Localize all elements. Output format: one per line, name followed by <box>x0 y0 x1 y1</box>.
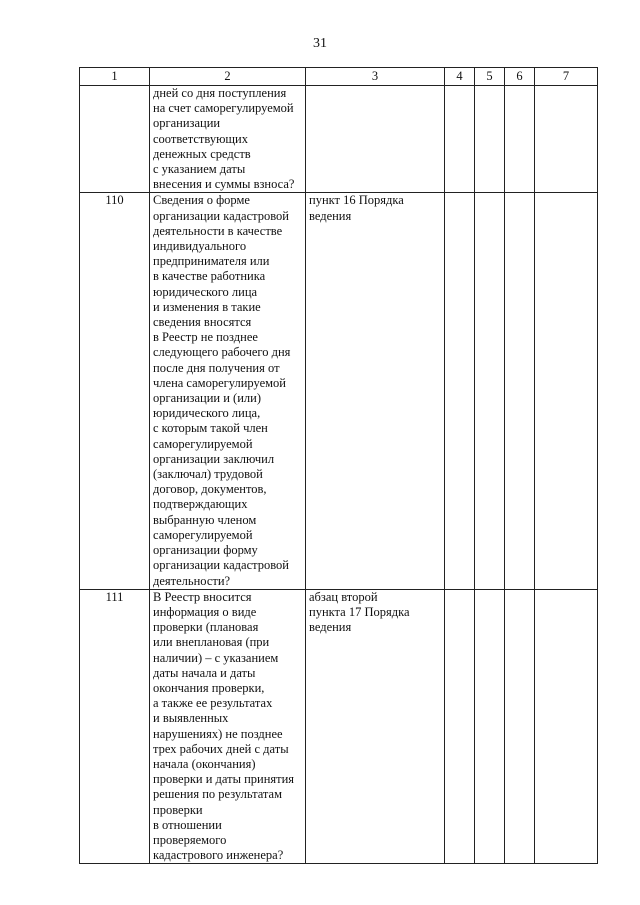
question-cell <box>150 193 306 589</box>
question-text-line: или внеплановая (при <box>153 635 270 650</box>
empty-answer-cell <box>505 589 535 864</box>
question-cell <box>150 589 306 864</box>
question-text-line: нарушениях) не позднее <box>153 726 283 741</box>
question-text-line: трех рабочих дней с даты <box>153 741 289 756</box>
question-text-line: предпринимателя или <box>153 254 270 269</box>
question-text-line: денежных средств <box>153 146 251 161</box>
empty-answer-cell <box>505 193 535 589</box>
empty-answer-cell <box>445 86 475 193</box>
question-text-line: следующего рабочего дня <box>153 345 291 360</box>
empty-answer-cell <box>535 589 598 864</box>
empty-answer-cell <box>535 193 598 589</box>
column-header: 2 <box>150 68 306 86</box>
question-text-line: окончания проверки, <box>153 680 265 695</box>
question-text-line: В Реестр вносится <box>153 589 252 604</box>
question-text-line: проверки и даты принятия <box>153 772 295 787</box>
question-text-line: даты начала и даты <box>153 665 256 680</box>
question-text-line: подтверждающих <box>153 497 248 512</box>
question-text-line: информация о виде <box>153 604 257 619</box>
legal-reference-cell <box>306 589 445 864</box>
question-text-line: организации заключил <box>153 451 275 466</box>
question-text-line: организации кадастровой <box>153 208 289 223</box>
question-text-line: деятельности? <box>153 573 231 588</box>
question-text-line: саморегулируемой <box>153 527 253 542</box>
question-text-line: организации и (или) <box>153 391 261 406</box>
question-text-line: кадастрового инженера? <box>153 848 284 863</box>
table-row <box>80 193 598 589</box>
legal-reference-cell <box>306 193 445 589</box>
empty-answer-cell <box>445 193 475 589</box>
question-text-line: и выявленных <box>153 711 229 726</box>
question-text-line: организации кадастровой <box>153 558 289 573</box>
question-text-line: индивидуального <box>153 239 247 254</box>
question-text-line: Сведения о форме <box>153 193 250 208</box>
question-text-line: и изменения в такие <box>153 299 261 314</box>
legal-reference-line: ведения <box>309 620 352 635</box>
question-text-line: проверяемого <box>153 832 227 847</box>
question-text-line: с указанием даты <box>153 162 246 177</box>
question-text-line: а также ее результатах <box>153 696 273 711</box>
question-text-line: в отношении <box>153 817 222 832</box>
question-text-line: наличии) – с указанием <box>153 650 279 665</box>
page-number: 31 <box>313 36 327 51</box>
row-number-cell: 111 <box>80 589 150 864</box>
question-text-line: внесения и суммы взноса? <box>153 177 295 192</box>
question-text-line: сведения вносятся <box>153 315 252 330</box>
question-text-line: члена саморегулируемой <box>153 375 286 390</box>
legal-reference-line: ведения <box>309 208 352 223</box>
question-text-line: начала (окончания) <box>153 756 256 771</box>
column-header: 1 <box>80 68 150 86</box>
column-header: 7 <box>535 68 598 86</box>
table-header-row <box>80 68 598 86</box>
column-header: 5 <box>475 68 505 86</box>
question-text-line: деятельности в качестве <box>153 223 283 238</box>
question-text-line: в качестве работника <box>153 269 266 284</box>
question-text-line: договор, документов, <box>153 482 267 497</box>
question-text-line: проверки <box>153 802 203 817</box>
question-text-line: выбранную членом <box>153 512 257 527</box>
question-text-line: организации <box>153 116 221 131</box>
checklist-table <box>79 67 598 864</box>
empty-answer-cell <box>445 589 475 864</box>
empty-answer-cell <box>505 86 535 193</box>
column-header: 4 <box>445 68 475 86</box>
empty-answer-cell <box>475 589 505 864</box>
empty-answer-cell <box>535 86 598 193</box>
legal-reference-cell <box>306 86 445 193</box>
question-text-line: юридического лица <box>153 284 258 299</box>
table-row <box>80 86 598 193</box>
table-row <box>80 589 598 864</box>
column-header: 6 <box>505 68 535 86</box>
question-text-line: на счет саморегулируемой <box>153 101 294 116</box>
question-text-line: в Реестр не позднее <box>153 330 258 345</box>
legal-reference-line: пункт 16 Порядка <box>309 193 404 208</box>
question-text-line: проверки (плановая <box>153 620 259 635</box>
legal-reference-line: абзац второй <box>309 589 378 604</box>
question-text-line: юридического лица, <box>153 406 261 421</box>
question-text-line: (заключал) трудовой <box>153 467 263 482</box>
empty-answer-cell <box>475 193 505 589</box>
question-cell <box>150 86 306 193</box>
column-header: 3 <box>306 68 445 86</box>
empty-answer-cell <box>475 86 505 193</box>
question-text-line: после дня получения от <box>153 360 280 375</box>
row-number-cell: 110 <box>80 193 150 589</box>
question-text-line: соответствующих <box>153 131 248 146</box>
question-text-line: организации форму <box>153 543 258 558</box>
legal-reference-line: пункта 17 Порядка <box>309 604 410 619</box>
question-text-line: с которым такой член <box>153 421 268 436</box>
row-number-cell <box>80 86 150 193</box>
question-text-line: саморегулируемой <box>153 436 253 451</box>
question-text-line: решения по результатам <box>153 787 282 802</box>
question-text-line: дней со дня поступления <box>153 86 287 100</box>
